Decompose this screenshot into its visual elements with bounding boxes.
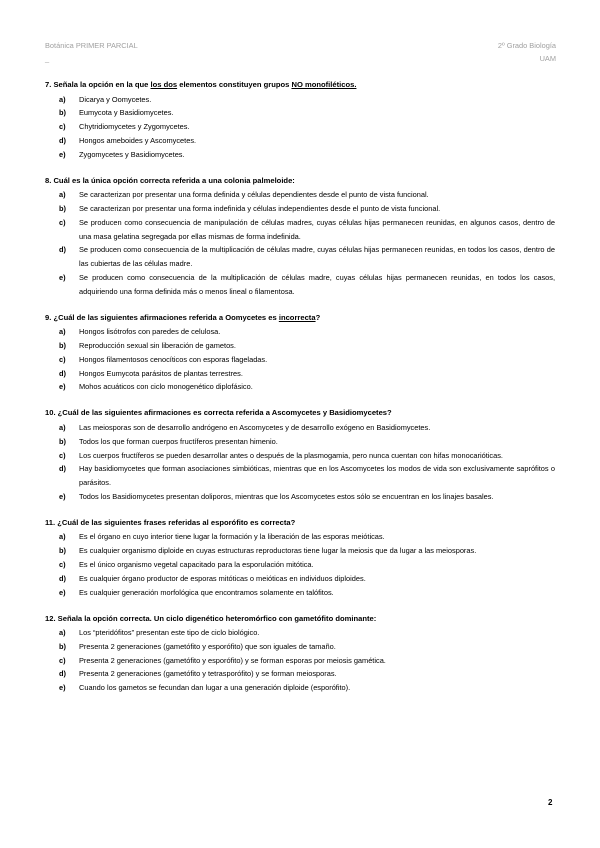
option-letter: a) <box>59 190 66 200</box>
question-7 <box>45 79 555 161</box>
answer-option <box>45 681 555 695</box>
answer-option <box>45 188 555 202</box>
option-text: Es cualquier órgano productor de esporas mitóticas o meióticas en individuos diploides. <box>79 573 366 583</box>
option-text: Todos los Basidiomycetes presentan doliporos, mientras que los Ascomycetes estos sólo se encuentran en los linajes basales. <box>79 491 494 501</box>
option-letter: e) <box>59 149 66 159</box>
option-text: Los cuerpos fructíferos se pueden desarrollar antes o después de la plasmogamia, pero nunca cuentan con hifas monocarióticas. <box>79 450 503 460</box>
answer-option <box>45 558 555 572</box>
answer-option <box>45 626 555 640</box>
question-9 <box>45 312 555 394</box>
question-title: 10. ¿Cuál de las siguientes afirmaciones es correcta referida a Ascomycetes y Basidiomycetes? <box>45 408 392 418</box>
answer-option <box>45 134 555 148</box>
question-title: 7. Señala la opción en la que los dos elementos constituyen grupos NO monofiléticos. <box>45 80 357 89</box>
answer-option <box>45 640 555 654</box>
option-text: Es el órgano en cuyo interior tiene lugar la formación y la liberación de las esporas meióticas. <box>79 532 385 542</box>
option-letter: c) <box>59 450 66 460</box>
option-letter: a) <box>59 94 66 104</box>
question-11 <box>45 517 555 599</box>
option-text: Reproducción sexual sin liberación de gametos. <box>79 341 236 351</box>
option-letter: e) <box>59 382 66 392</box>
question-title: 12. Señala la opción correcta. Un ciclo digenético heteromórfico con gametófito dominante: <box>45 613 377 623</box>
option-letter: a) <box>59 422 66 432</box>
option-letter: c) <box>59 217 66 227</box>
answer-option <box>45 544 555 558</box>
question-12 <box>45 613 555 695</box>
option-text: Presenta 2 generaciones (gametófito y esporófito) que son iguales de tamaño. <box>79 641 336 651</box>
question-title: 8. Cuál es la única opción correcta referida a una colonia palmeloide: <box>45 175 295 185</box>
answer-option <box>45 530 555 544</box>
option-text: Hongos filamentosos cenocíticos con esporas flageladas. <box>79 354 268 364</box>
question-title: 11. ¿Cuál de las siguientes frases referidas al esporófito es correcta? <box>45 517 296 527</box>
option-letter: b) <box>59 341 66 351</box>
answer-option <box>45 490 555 504</box>
option-text: Se producen como consecuencia de manipulación de células madres, cuyas células hijas permanecen reunidas, en algunos casos, dentro de una masa gelatina segregada por ellas mismas de forma indefinida. <box>79 217 555 241</box>
option-text: Presenta 2 generaciones (gametófito y tetrasporófito) y se forman meiosporas. <box>79 669 337 679</box>
answer-option <box>45 93 555 107</box>
option-text: Cuando los gametos se fecundan dan lugar a una generación diploide (esporófito). <box>79 683 351 693</box>
answer-option <box>45 435 555 449</box>
option-text: Dicarya y Oomycetes. <box>79 94 152 104</box>
option-letter: d) <box>59 464 66 474</box>
option-text: Se producen como consecuencia de la multiplicación de células madre, cuyas células hijas permanecen reunidas, en todos los casos, dentro de las cubiertas de las células madre. <box>79 245 555 269</box>
option-letter: b) <box>59 641 66 651</box>
header-course-title: Botánica PRIMER PARCIAL <box>45 41 138 50</box>
header-blank-line: _ <box>45 54 50 63</box>
question-10 <box>45 407 555 503</box>
answer-option <box>45 367 555 381</box>
option-letter: c) <box>59 655 66 665</box>
option-text: Las meiosporas son de desarrollo andrógeno en Ascomycetes y de desarrollo exógeno en Basidiomycetes. <box>79 422 431 432</box>
answer-option <box>45 106 555 120</box>
option-letter: c) <box>59 122 66 132</box>
option-text: Hongos Eumycota parásitos de plantas terrestres. <box>79 368 243 378</box>
option-letter: d) <box>59 135 66 145</box>
option-letter: e) <box>59 272 66 282</box>
question-8 <box>45 175 555 299</box>
option-text: Se producen como consecuencia de la multiplicación de células madre, cuyas células hijas permanecen reunidas, en todos los casos, adquiriendo una forma definida más o menos lineal o filamentosa. <box>79 272 555 296</box>
answer-option <box>45 148 555 162</box>
exam-questions <box>45 79 555 708</box>
header-university: UAM <box>539 54 556 63</box>
answer-option <box>45 216 555 244</box>
answer-option <box>45 325 555 339</box>
option-letter: e) <box>59 683 66 693</box>
option-text: Se caracterizan por presentar una forma indefinida y células independientes desde el punto de vista funcional. <box>79 203 441 213</box>
answer-option <box>45 202 555 216</box>
option-letter: b) <box>59 546 66 556</box>
answer-option <box>45 667 555 681</box>
option-letter: c) <box>59 354 66 364</box>
answer-option <box>45 271 555 299</box>
option-letter: d) <box>59 573 66 583</box>
option-letter: c) <box>59 559 66 569</box>
option-text: Se caracterizan por presentar una forma definida y células dependientes desde el punto de vista funcional. <box>79 190 429 200</box>
answer-option <box>45 654 555 668</box>
option-text: Hongos lisótrofos con paredes de celulosa. <box>79 327 221 337</box>
answer-option <box>45 353 555 367</box>
option-text: Es cualquier generación morfológica que encontramos solamente en talófitos. <box>79 587 334 597</box>
option-letter: b) <box>59 436 66 446</box>
answer-option <box>45 339 555 353</box>
option-text: Todos los que forman cuerpos fructíferos presentan himenio. <box>79 436 278 446</box>
option-letter: d) <box>59 245 66 255</box>
option-text: Eumycota y Basidiomycetes. <box>79 108 174 118</box>
answer-option <box>45 380 555 394</box>
option-text: Los “pteridófitos” presentan este tipo de ciclo biológico. <box>79 628 260 638</box>
option-text: Mohos acuáticos con ciclo monogenético diplofásico. <box>79 382 253 392</box>
answer-option <box>45 572 555 586</box>
page-header <box>45 41 556 67</box>
answer-option <box>45 243 555 271</box>
option-letter: b) <box>59 203 66 213</box>
page-number: 2 <box>548 798 553 807</box>
question-title: 9. ¿Cuál de las siguientes afirmaciones referida a Oomycetes es incorrecta? <box>45 312 321 322</box>
option-letter: e) <box>59 491 66 501</box>
header-degree: 2º Grado Biología <box>497 41 556 50</box>
answer-option <box>45 462 555 490</box>
option-letter: d) <box>59 669 66 679</box>
option-text: Es cualquier organismo diploide en cuyas estructuras reproductoras tiene lugar la meiosis que da lugar a las meiosporas. <box>79 546 477 556</box>
answer-option <box>45 449 555 463</box>
option-text: Zygomycetes y Basidiomycetes. <box>79 149 185 159</box>
option-text: Hongos ameboides y Ascomycetes. <box>79 135 197 145</box>
option-text: Presenta 2 generaciones (gametófito y esporófito) y se forman esporas por meiosis gamética. <box>79 655 386 665</box>
option-letter: a) <box>59 532 66 542</box>
option-letter: b) <box>59 108 66 118</box>
option-text: Es el único organismo vegetal capacitado para la esporulación mitótica. <box>79 559 314 569</box>
option-letter: a) <box>59 628 66 638</box>
answer-option <box>45 120 555 134</box>
answer-option <box>45 586 555 600</box>
option-letter: a) <box>59 327 66 337</box>
option-text: Hay basidiomycetes que forman asociaciones simbióticas, mientras que en los Ascomycetes los modos de vida son exclusivamente saprófitos o parásitos. <box>79 464 555 488</box>
answer-option <box>45 421 555 435</box>
option-letter: d) <box>59 368 66 378</box>
option-text: Chytridiomycetes y Zygomycetes. <box>79 122 190 132</box>
option-letter: e) <box>59 587 66 597</box>
